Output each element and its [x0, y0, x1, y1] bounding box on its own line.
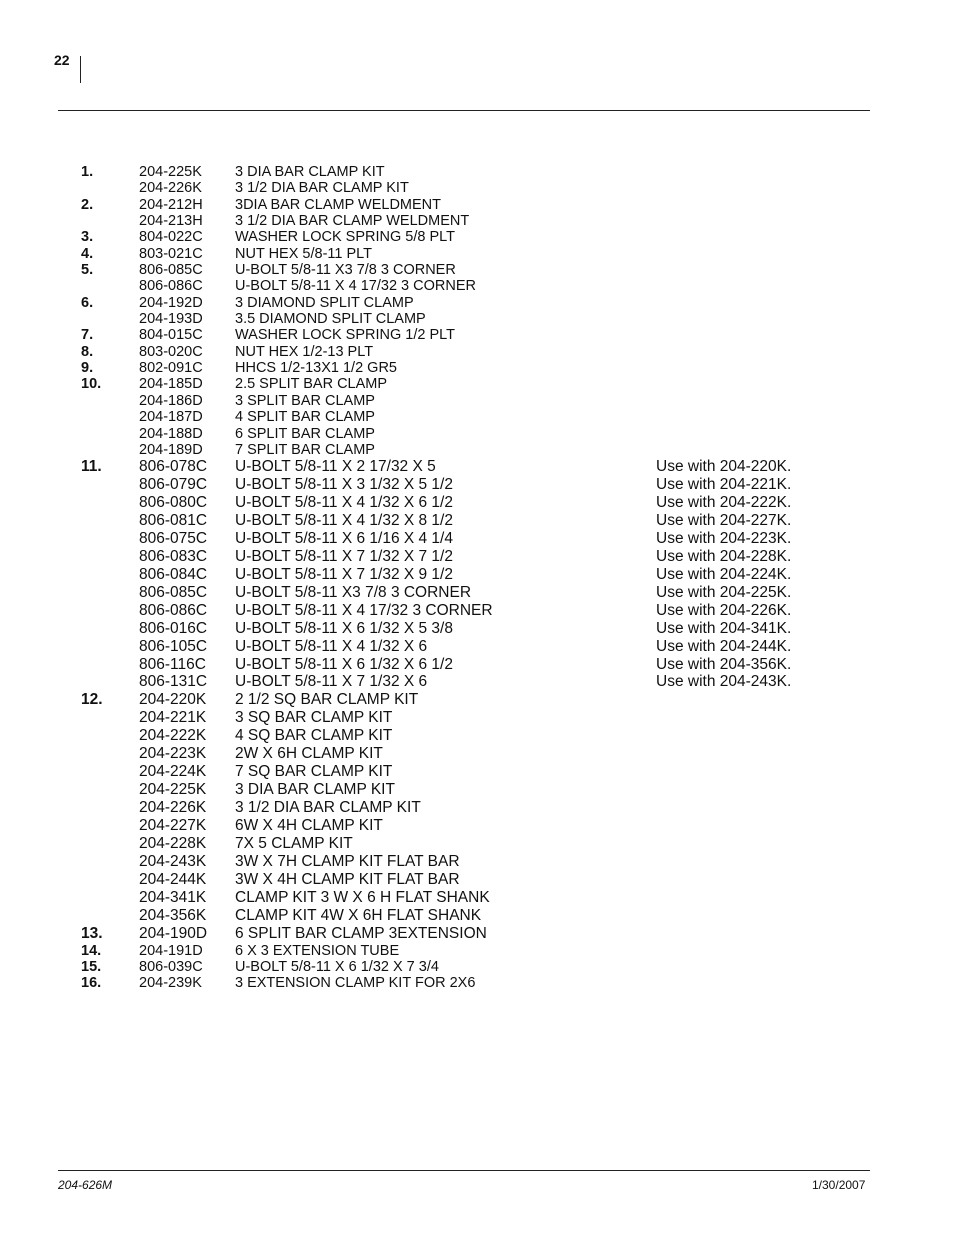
part-number: 204-228K: [139, 834, 207, 852]
part-number: 804-022C: [139, 229, 203, 246]
list-item: [0, 278, 954, 294]
part-number: 204-192D: [139, 294, 203, 311]
list-item: [0, 889, 954, 907]
part-number: 803-021C: [139, 245, 203, 262]
part-description: U-BOLT 5/8-11 X 6 1/32 X 7 3/4: [235, 958, 439, 975]
list-item: [0, 246, 954, 262]
list-item: [0, 584, 954, 602]
list-item: [0, 494, 954, 512]
usage-note: Use with 204-244K.: [656, 637, 792, 655]
part-description: 7 SPLIT BAR CLAMP: [235, 441, 375, 458]
part-number: 204-189D: [139, 441, 203, 458]
part-number: 806-086C: [139, 278, 203, 295]
list-item: [0, 817, 954, 835]
list-item: [0, 853, 954, 871]
list-item: [0, 602, 954, 620]
part-number: 204-187D: [139, 409, 203, 426]
part-number: 204-244K: [139, 870, 207, 888]
usage-note: Use with 204-228K.: [656, 547, 792, 565]
item-number: 5.: [81, 262, 94, 279]
part-number: 204-225K: [139, 164, 202, 180]
usage-note: Use with 204-220K.: [656, 458, 792, 476]
part-number: 204-341K: [139, 888, 207, 906]
part-description: 3 DIA BAR CLAMP KIT: [235, 164, 385, 180]
top-rule: [58, 110, 870, 111]
list-item: [0, 959, 954, 975]
part-description: HHCS 1/2-13X1 1/2 GR5: [235, 360, 397, 377]
part-description: U-BOLT 5/8-11 X 4 17/32 3 CORNER: [235, 601, 493, 619]
item-number: 10.: [81, 376, 102, 393]
item-number: 14.: [81, 942, 102, 959]
list-item: [0, 393, 954, 409]
list-item: [0, 295, 954, 311]
part-description: 3 SPLIT BAR CLAMP: [235, 392, 375, 409]
item-number: 2.: [81, 196, 94, 213]
parts-list: [0, 164, 954, 992]
part-number: 204-186D: [139, 392, 203, 409]
part-description: 4 SQ BAR CLAMP KIT: [235, 727, 393, 745]
list-item: [0, 548, 954, 566]
list-item: [0, 409, 954, 425]
list-item: [0, 763, 954, 781]
part-description: 6 X 3 EXTENSION TUBE: [235, 942, 400, 959]
part-description: U-BOLT 5/8-11 X 6 1/32 X 5 3/8: [235, 619, 453, 637]
usage-note: Use with 204-223K.: [656, 529, 792, 547]
part-description: U-BOLT 5/8-11 X 7 1/32 X 6: [235, 673, 428, 691]
part-number: 204-190D: [139, 924, 208, 942]
item-number: 11.: [81, 458, 102, 476]
part-number: 204-221K: [139, 709, 207, 727]
item-number: 6.: [81, 294, 94, 311]
page-number: 22: [54, 52, 70, 68]
part-number: 204-356K: [139, 906, 207, 924]
part-description: CLAMP KIT 3 W X 6 H FLAT SHANK: [235, 888, 490, 906]
list-item: [0, 180, 954, 196]
list-item: [0, 530, 954, 548]
part-number: 204-239K: [139, 975, 202, 992]
part-description: 6W X 4H CLAMP KIT: [235, 816, 383, 834]
document-number: 204-626M: [58, 1178, 113, 1192]
bottom-rule: [58, 1170, 870, 1171]
part-description: 2W X 6H CLAMP KIT: [235, 745, 383, 763]
list-item: [0, 229, 954, 245]
part-number: 204-191D: [139, 942, 203, 959]
part-description: U-BOLT 5/8-11 X 6 1/16 X 4 1/4: [235, 529, 453, 547]
document-date: 1/30/2007: [812, 1178, 866, 1192]
list-item: [0, 727, 954, 745]
part-number: 804-015C: [139, 327, 203, 344]
part-description: U-BOLT 5/8-11 X 4 17/32 3 CORNER: [235, 278, 476, 295]
list-item: [0, 799, 954, 817]
part-number: 806-105C: [139, 637, 208, 655]
list-item: [0, 975, 954, 991]
part-description: 3DIA BAR CLAMP WELDMENT: [235, 196, 442, 213]
part-number: 204-225K: [139, 781, 207, 799]
list-item: [0, 620, 954, 638]
part-number: 806-016C: [139, 619, 208, 637]
part-description: 3 DIA BAR CLAMP KIT: [235, 781, 395, 799]
list-item: [0, 835, 954, 853]
part-description: U-BOLT 5/8-11 X 7 1/32 X 9 1/2: [235, 565, 453, 583]
part-number: 806-080C: [139, 494, 208, 512]
usage-note: Use with 204-225K.: [656, 583, 792, 601]
list-item: [0, 925, 954, 943]
part-description: 7X 5 CLAMP KIT: [235, 834, 353, 852]
part-number: 806-116C: [139, 655, 206, 673]
list-item: [0, 376, 954, 392]
list-item: [0, 327, 954, 343]
part-number: 806-083C: [139, 547, 208, 565]
part-description: 2.5 SPLIT BAR CLAMP: [235, 376, 388, 393]
part-number: 204-213H: [139, 213, 203, 230]
usage-note: Use with 204-356K.: [656, 655, 792, 673]
part-number: 204-185D: [139, 376, 203, 393]
item-number: 15.: [81, 958, 102, 975]
part-description: U-BOLT 5/8-11 X3 7/8 3 CORNER: [235, 583, 472, 601]
part-number: 204-243K: [139, 852, 207, 870]
part-number: 802-091C: [139, 360, 203, 377]
list-item: [0, 360, 954, 376]
item-number: 7.: [81, 327, 94, 344]
list-item: [0, 745, 954, 763]
part-description: 3.5 DIAMOND SPLIT CLAMP: [235, 311, 426, 328]
part-description: U-BOLT 5/8-11 X3 7/8 3 CORNER: [235, 262, 456, 279]
item-number: 1.: [81, 164, 94, 180]
part-number: 806-085C: [139, 583, 208, 601]
part-description: 3W X 4H CLAMP KIT FLAT BAR: [235, 870, 460, 888]
usage-note: Use with 204-224K.: [656, 565, 792, 583]
part-number: 806-084C: [139, 565, 208, 583]
part-description: U-BOLT 5/8-11 X 7 1/32 X 7 1/2: [235, 547, 453, 565]
part-description: 4 SPLIT BAR CLAMP: [235, 409, 375, 426]
list-item: [0, 673, 954, 691]
item-number: 12.: [81, 691, 103, 709]
part-number: 806-079C: [139, 476, 208, 494]
part-description: 2 1/2 SQ BAR CLAMP KIT: [235, 691, 419, 709]
part-number: 204-224K: [139, 763, 207, 781]
list-item: [0, 943, 954, 959]
part-description: U-BOLT 5/8-11 X 4 1/32 X 6 1/2: [235, 494, 453, 512]
part-description: U-BOLT 5/8-11 X 2 17/32 X 5: [235, 458, 436, 476]
part-number: 204-188D: [139, 425, 203, 442]
usage-note: Use with 204-222K.: [656, 494, 792, 512]
part-number: 806-086C: [139, 601, 208, 619]
part-number: 204-222K: [139, 727, 207, 745]
part-description: WASHER LOCK SPRING 5/8 PLT: [235, 229, 455, 246]
list-item: [0, 871, 954, 889]
part-number: 806-078C: [139, 458, 208, 476]
part-description: 7 SQ BAR CLAMP KIT: [235, 763, 393, 781]
part-number: 806-131C: [139, 673, 208, 691]
part-number: 806-075C: [139, 529, 208, 547]
part-number: 204-193D: [139, 311, 203, 328]
part-description: U-BOLT 5/8-11 X 6 1/32 X 6 1/2: [235, 655, 453, 673]
part-description: 3 EXTENSION CLAMP KIT FOR 2X6: [235, 975, 476, 992]
part-number: 204-227K: [139, 816, 207, 834]
list-item: [0, 344, 954, 360]
part-description: CLAMP KIT 4W X 6H FLAT SHANK: [235, 906, 482, 924]
list-item: [0, 426, 954, 442]
list-item: [0, 262, 954, 278]
part-description: 6 SPLIT BAR CLAMP: [235, 425, 375, 442]
item-number: 8.: [81, 343, 94, 360]
list-item: [0, 656, 954, 674]
list-item: [0, 907, 954, 925]
item-number: 13.: [81, 924, 103, 942]
part-number: 803-020C: [139, 343, 203, 360]
item-number: 4.: [81, 245, 94, 262]
list-item: [0, 781, 954, 799]
part-number: 204-226K: [139, 799, 207, 816]
usage-note: Use with 204-227K.: [656, 512, 792, 529]
usage-note: Use with 204-243K.: [656, 673, 792, 691]
list-item: [0, 197, 954, 213]
part-description: U-BOLT 5/8-11 X 4 1/32 X 6: [235, 637, 428, 655]
list-item: [0, 512, 954, 530]
item-number: 9.: [81, 360, 94, 377]
part-description: U-BOLT 5/8-11 X 4 1/32 X 8 1/2: [235, 512, 453, 529]
usage-note: Use with 204-341K.: [656, 619, 792, 637]
part-number: 204-226K: [139, 180, 202, 197]
header-divider-tick: [80, 56, 81, 83]
part-description: NUT HEX 1/2-13 PLT: [235, 343, 374, 360]
item-number: 3.: [81, 229, 94, 246]
list-item: [0, 691, 954, 709]
part-description: 3W X 7H CLAMP KIT FLAT BAR: [235, 852, 460, 870]
list-item: [0, 566, 954, 584]
list-item: [0, 476, 954, 494]
part-number: 204-212H: [139, 196, 203, 213]
part-description: U-BOLT 5/8-11 X 3 1/32 X 5 1/2: [235, 476, 453, 494]
list-item: [0, 164, 954, 180]
part-number: 806-081C: [139, 512, 208, 529]
part-number: 204-220K: [139, 691, 207, 709]
part-description: 6 SPLIT BAR CLAMP 3EXTENSION: [235, 924, 487, 942]
part-description: 3 1/2 DIA BAR CLAMP KIT: [235, 799, 421, 816]
part-number: 204-223K: [139, 745, 207, 763]
list-item: [0, 458, 954, 476]
list-item: [0, 311, 954, 327]
part-number: 806-039C: [139, 958, 203, 975]
list-item: [0, 709, 954, 727]
part-description: 3 1/2 DIA BAR CLAMP KIT: [235, 180, 409, 197]
part-description: WASHER LOCK SPRING 1/2 PLT: [235, 327, 455, 344]
usage-note: Use with 204-221K.: [656, 476, 792, 494]
list-item: [0, 213, 954, 229]
part-number: 806-085C: [139, 262, 203, 279]
list-item: [0, 442, 954, 458]
usage-note: Use with 204-226K.: [656, 601, 792, 619]
list-item: [0, 638, 954, 656]
part-description: 3 DIAMOND SPLIT CLAMP: [235, 294, 414, 311]
part-description: NUT HEX 5/8-11 PLT: [235, 245, 372, 262]
part-description: 3 1/2 DIA BAR CLAMP WELDMENT: [235, 213, 470, 230]
item-number: 16.: [81, 975, 102, 992]
part-description: 3 SQ BAR CLAMP KIT: [235, 709, 393, 727]
